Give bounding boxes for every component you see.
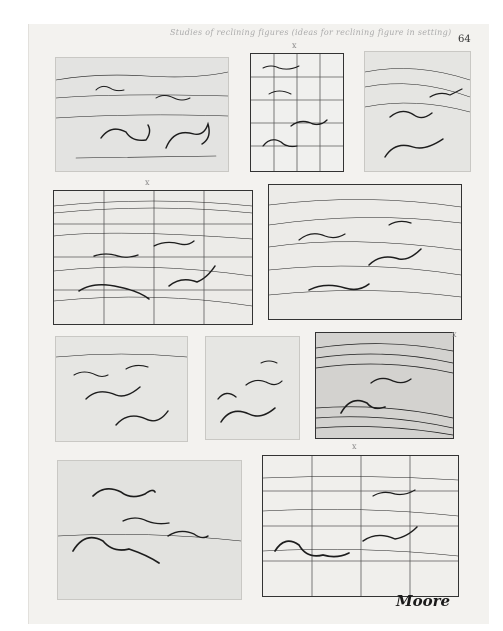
sketch-panel-5 (268, 184, 462, 320)
margin-mark-1: x (292, 41, 297, 50)
sketch-panel-6 (55, 336, 188, 442)
sketch-panel-2 (250, 53, 344, 172)
artist-signature: Moore (396, 592, 451, 610)
margin-mark-2: x (145, 178, 150, 187)
sketch-panel-10 (262, 455, 459, 597)
margin-mark-4: x (352, 442, 357, 451)
sketch-panel-3 (364, 51, 471, 172)
title-note: Studies of reclining figures (ideas for reclining figure in setting) (170, 28, 452, 37)
sketch-panel-7 (205, 336, 300, 440)
margin-mark-3: x (452, 330, 457, 339)
sketch-panel-4 (53, 190, 253, 325)
sketch-panel-9 (57, 460, 242, 600)
sketch-panel-8 (315, 332, 454, 439)
page-number: 64 (458, 34, 471, 45)
sketch-panel-1 (55, 57, 229, 172)
